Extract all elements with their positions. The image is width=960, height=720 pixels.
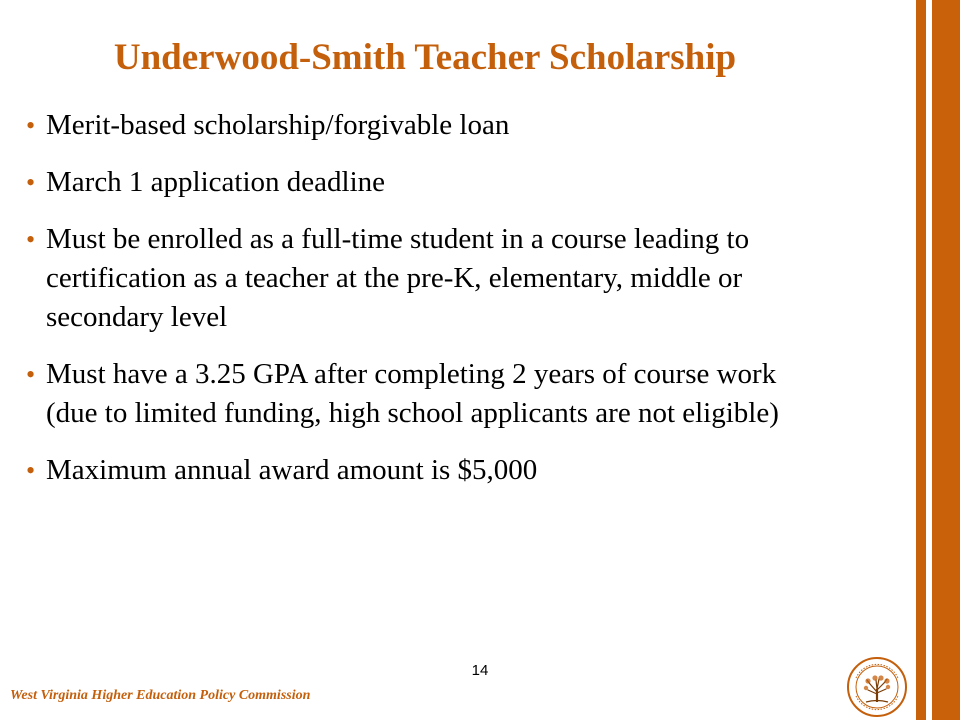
bullet-item <box>26 355 826 433</box>
decorative-bar-thin <box>916 0 926 720</box>
bullet-item <box>26 220 826 337</box>
slide-title: Underwood-Smith Teacher Scholarship <box>113 37 737 78</box>
decorative-bar-wide <box>932 0 960 720</box>
bullet-text: Maximum annual award amount is $5,000 <box>46 454 538 486</box>
bullet-text: Must be enrolled as a full-time student in a course leading to certification as a teacher at the pre-K, elementary, middle or secondary level <box>46 223 750 333</box>
bullet-marker: • <box>26 456 36 485</box>
bullet-marker: • <box>26 168 36 197</box>
bullet-text: March 1 application deadline <box>46 166 386 198</box>
bullet-item <box>26 451 826 490</box>
bullet-text: Must have a 3.25 GPA after completing 2 years of course work (due to limited funding, high school applicants are not eligible) <box>46 358 779 429</box>
page-number: 14 <box>471 662 489 679</box>
bullet-item <box>26 106 826 145</box>
bullet-text: Merit-based scholarship/forgivable loan <box>46 109 510 141</box>
bullet-marker: • <box>26 225 36 254</box>
footer-organization: West Virginia Higher Education Policy Commission <box>10 688 311 703</box>
tree-seal-icon <box>846 656 908 718</box>
bullet-list <box>26 106 826 508</box>
bullet-marker: • <box>26 360 36 389</box>
bullet-item <box>26 163 826 202</box>
bullet-marker: • <box>26 111 36 140</box>
